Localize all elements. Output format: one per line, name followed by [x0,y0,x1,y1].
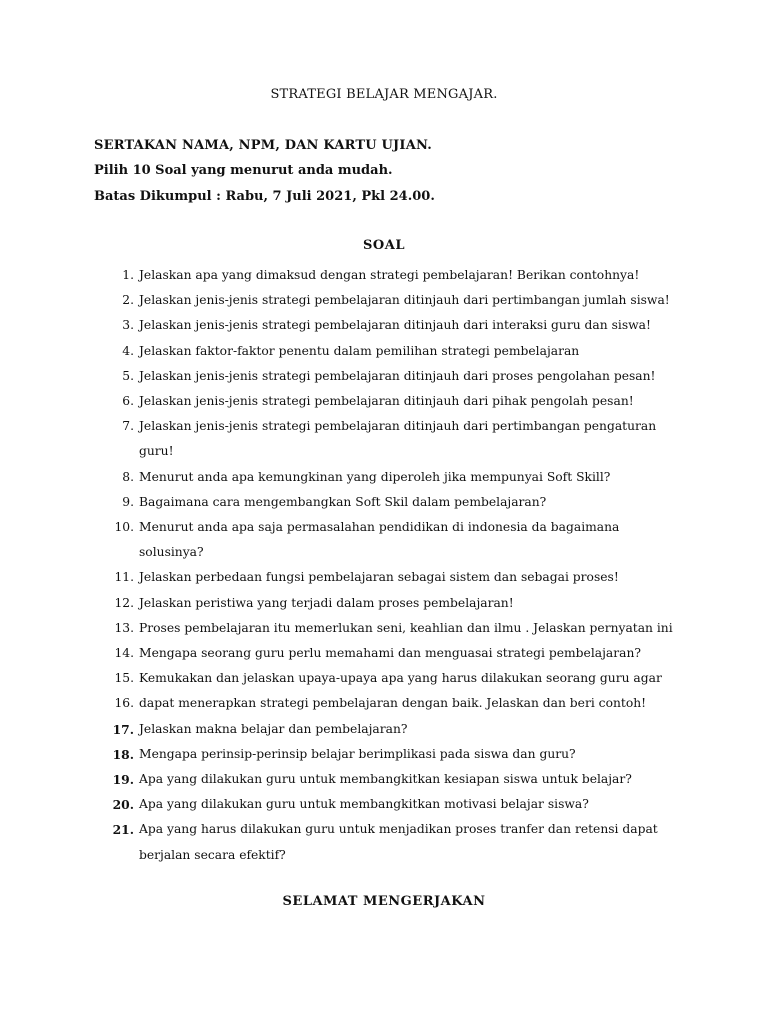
question-text: Jelaskan faktor-faktor penentu dalam pemilihan strategi pembelajaran [139,343,580,358]
list-item-continuation [0,540,768,565]
question-text: Menurut anda apa kemungkinan yang diperoleh jika mempunyai Soft Skill? [139,469,611,484]
question-number: 1. [122,268,134,282]
question-number: 7. [122,419,134,434]
question-text: Menurut anda apa saja permasalahan pendidikan di indonesia da bagaimana [139,520,620,535]
question-number: 19. [112,772,134,788]
list-item [0,515,768,540]
question-text: Jelaskan perbedaan fungsi pembelajaran sebagai sistem dan sebagai proses! [139,570,619,585]
question-number: 16. [114,696,134,711]
question-number: 2. [122,293,134,308]
question-text: Apa yang dilakukan guru untuk membangkitkan kesiapan siswa untuk belajar? [139,772,632,787]
question-text: Apa yang dilakukan guru untuk membangkitkan motivasi belajar siswa? [139,797,589,812]
list-item [0,263,768,288]
list-item [0,742,768,767]
list-item [0,792,768,817]
question-list [0,263,768,868]
list-item [0,339,768,364]
list-item [0,364,768,389]
list-item [0,414,768,439]
question-number: 3. [122,318,134,333]
soal-heading: SOAL [363,238,405,253]
question-number: 9. [122,494,134,509]
question-text: solusinya? [139,545,204,560]
question-number: 6. [122,394,134,409]
question-text: Mengapa seorang guru perlu memahami dan menguasai strategi pembelajaran? [139,646,641,661]
question-text: Jelaskan peristiwa yang terjadi dalam proses pembelajaran! [139,595,514,610]
question-number: 11. [114,570,134,585]
question-text: dapat menerapkan strategi pembelajaran dengan baik. Jelaskan dan beri contoh! [139,696,647,711]
question-number: 13. [114,620,134,635]
document-title: STRATEGI BELAJAR MENGAJAR. [270,87,498,102]
question-text: Proses pembelajaran itu memerlukan seni, keahlian dan ilmu . Jelaskan pernyatan ini [139,620,673,635]
instruction-deadline: Batas Dikumpul : Rabu, 7 Juli 2021, Pkl 24.00. [94,189,435,204]
question-text: Apa yang harus dilakukan guru untuk menjadikan proses tranfer dan retensi dapat [139,822,658,837]
question-number: 12. [114,595,134,610]
question-text: Jelaskan jenis-jenis strategi pembelajaran ditinjauh dari interaksi guru dan siswa! [139,318,651,333]
list-item-continuation [0,439,768,464]
question-text: Jelaskan jenis-jenis strategi pembelajaran ditinjauh dari pertimbangan jumlah siswa! [139,293,670,308]
list-item [0,288,768,313]
question-number: 18. [112,746,134,762]
list-item-continuation [0,843,768,868]
list-item [0,717,768,742]
question-number: 15. [114,671,134,686]
list-item [0,817,768,842]
question-number: 21. [112,822,134,838]
question-number: 20. [112,797,134,813]
instruction-identity: SERTAKAN NAMA, NPM, DAN KARTU UJIAN. [94,138,432,153]
list-item [0,691,768,716]
question-text: Jelaskan makna belajar dan pembelajaran? [139,721,408,736]
question-number: 10. [114,520,134,535]
list-item [0,389,768,414]
list-item [0,641,768,666]
list-item [0,490,768,515]
list-item [0,465,768,490]
list-item [0,767,768,792]
list-item [0,313,768,338]
list-item [0,616,768,641]
list-item [0,666,768,691]
question-text: Mengapa perinsip-perinsip belajar berimplikasi pada siswa dan guru? [139,746,576,761]
question-text: Jelaskan jenis-jenis strategi pembelajaran ditinjauh dari pihak pengolah pesan! [139,394,634,409]
question-number: 5. [122,368,134,383]
list-item [0,565,768,590]
list-item [0,591,768,616]
question-text: guru! [139,444,174,459]
question-number: 8. [122,469,134,484]
question-text: Jelaskan apa yang dimaksud dengan strategi pembelajaran! Berikan contohnya! [139,268,640,282]
question-text: Kemukakan dan jelaskan upaya-upaya apa yang harus dilakukan seorang guru agar [139,671,662,686]
question-text: Jelaskan jenis-jenis strategi pembelajaran ditinjauh dari proses pengolahan pesan! [139,368,656,383]
instruction-choose: Pilih 10 Soal yang menurut anda mudah. [94,163,393,178]
question-number: 4. [122,343,134,358]
question-number: 14. [114,646,134,661]
question-text: Bagaimana cara mengembangkan Soft Skil dalam pembelajaran? [139,494,547,509]
question-text: Jelaskan jenis-jenis strategi pembelajaran ditinjauh dari pertimbangan pengaturan [139,419,657,434]
closing-note: SELAMAT MENGERJAKAN [282,894,486,909]
question-number: 17. [112,721,134,737]
question-text: berjalan secara efektif? [139,847,286,862]
